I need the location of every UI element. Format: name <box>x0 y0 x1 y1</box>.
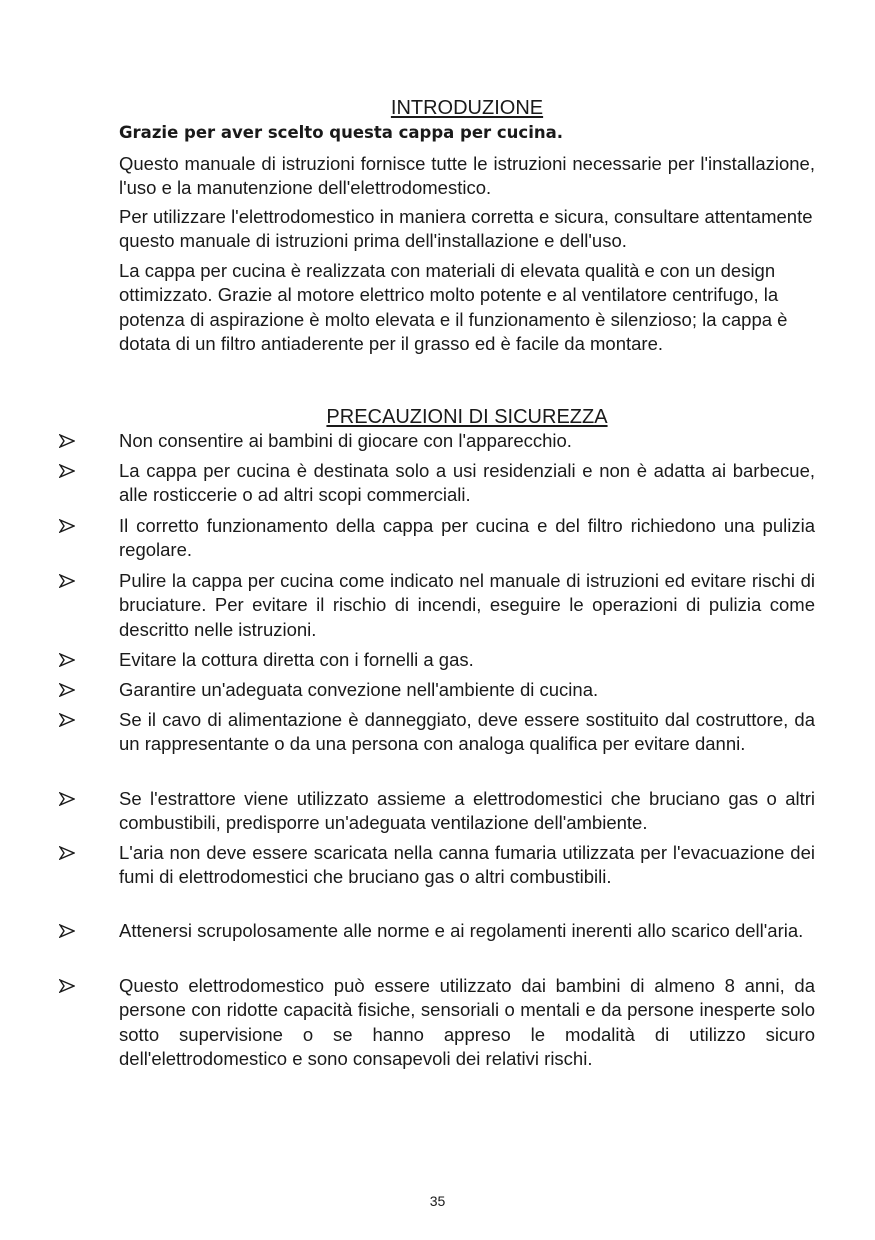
arrowhead-bullet-icon <box>59 846 75 860</box>
arrowhead-bullet-icon <box>59 924 75 938</box>
intro-heading: INTRODUZIONE <box>390 97 544 119</box>
safety-item-text: Pulire la cappa per cucina come indicato nel manuale di istruzioni ed evitare rischi di bruciature. Per evitare il rischio di incendi, eseguire le operazioni di pulizia come descritto nelle istruzioni. <box>119 570 815 640</box>
safety-item-text: L'aria non deve essere scaricata nella canna fumaria utilizzata per l'evacuazione dei fumi di elettrodomestici che bruciano gas o altri combustibili. <box>119 842 815 888</box>
intro-paragraph: Per utilizzare l'elettrodomestico in maniera corretta e sicura, consultare attentamente questo manuale di istruzioni prima dell'installazione e dell'uso. <box>119 206 813 252</box>
arrowhead-bullet-icon <box>59 434 75 448</box>
arrowhead-bullet-icon <box>59 574 75 588</box>
arrowhead-bullet-icon <box>59 683 75 697</box>
arrowhead-bullet-icon <box>59 464 75 478</box>
arrowhead-bullet-icon <box>59 519 75 533</box>
safety-item-text: Attenersi scrupolosamente alle norme e ai regolamenti inerenti allo scarico dell'aria. <box>119 920 804 941</box>
intro-paragraph: La cappa per cucina è realizzata con materiali di elevata qualità e con un design ottimizzato. Grazie al motore elettrico molto potente e al ventilatore centrifugo, la potenza di aspirazione è molto elevata e il funzionamento è silenzioso; la cappa è dotata di un filtro antiaderente per il grasso ed è facile da montare. <box>119 260 788 354</box>
arrowhead-bullet-icon <box>59 979 75 993</box>
safety-item-text: La cappa per cucina è destinata solo a usi residenziali e non è adatta ai barbecue, alle rosticcerie o ad altri scopi commerciali. <box>119 460 815 506</box>
safety-item-text: Evitare la cottura diretta con i fornelli a gas. <box>119 649 474 670</box>
safety-item-text: Se l'estrattore viene utilizzato assieme a elettrodomestici che bruciano gas o altri combustibili, predisporre un'adeguata ventilazione dell'ambiente. <box>119 788 815 834</box>
safety-item-text: Non consentire ai bambini di giocare con l'apparecchio. <box>119 430 572 451</box>
safety-item-text: Il corretto funzionamento della cappa per cucina e del filtro richiedono una pulizia regolare. <box>119 515 815 561</box>
safety-heading: PRECAUZIONI DI SICUREZZA <box>326 406 608 428</box>
arrowhead-bullet-icon <box>59 792 75 806</box>
arrowhead-bullet-icon <box>59 713 75 727</box>
arrowhead-bullet-icon <box>59 653 75 667</box>
safety-item-text: Se il cavo di alimentazione è danneggiato, deve essere sostituito dal costruttore, da un rappresentante o da una persona con analoga qualifica per evitare danni. <box>119 709 815 755</box>
intro-paragraph: Questo manuale di istruzioni fornisce tutte le istruzioni necessarie per l'installazione, l'uso e la manutenzione dell'elettrodomestico. <box>119 153 815 199</box>
intro-subtitle: Grazie per aver scelto questa cappa per cucina. <box>119 123 564 142</box>
safety-item-text: Questo elettrodomestico può essere utilizzato dai bambini di almeno 8 anni, da persone con ridotte capacità fisiche, sensoriali o mentali e da persone inesperte solo sotto supervisione o se hanno appreso le modalità di utilizzo sicuro dell'elettrodomestico e sono consapevoli dei relativi rischi. <box>119 975 815 1069</box>
page-number: 35 <box>429 1193 446 1209</box>
safety-item-text: Garantire un'adeguata convezione nell'ambiente di cucina. <box>119 679 599 700</box>
